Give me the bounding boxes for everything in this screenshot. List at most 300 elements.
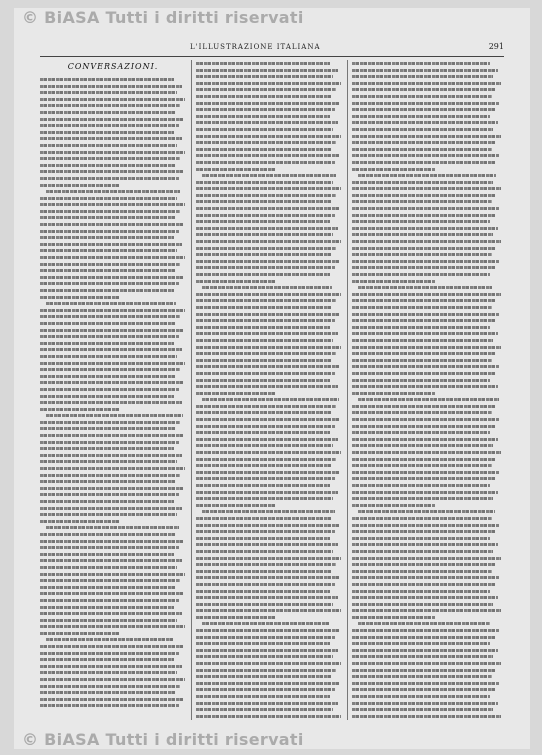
text-line (40, 320, 186, 327)
text-line (352, 363, 502, 370)
text-line (352, 614, 502, 621)
text-line (40, 142, 186, 149)
text-line (40, 498, 186, 505)
text-line (40, 564, 186, 571)
text-line (196, 179, 342, 186)
text-line (40, 458, 186, 465)
text-line (40, 439, 186, 446)
text-line (196, 113, 342, 120)
text-line (196, 297, 342, 304)
text-line (40, 379, 186, 386)
text-line (196, 634, 342, 641)
text-line (196, 469, 342, 476)
text-line (40, 307, 186, 314)
text-line (40, 333, 186, 340)
text-line (352, 581, 502, 588)
text-line (40, 228, 186, 235)
text-line (40, 208, 186, 215)
text-line (40, 109, 186, 116)
text-line (352, 601, 502, 608)
text-line (196, 416, 342, 423)
text-line (40, 162, 186, 169)
text-line (196, 238, 342, 245)
text-line (352, 561, 502, 568)
text-line (352, 700, 502, 707)
text-line (40, 663, 186, 670)
text-line (196, 561, 342, 568)
header-rule (40, 56, 504, 57)
text-line (40, 373, 186, 380)
text-line (196, 482, 342, 489)
text-line (196, 60, 342, 67)
text-line (352, 297, 502, 304)
text-line (196, 284, 342, 291)
text-line (40, 518, 186, 525)
text-line (352, 238, 502, 245)
text-line (40, 650, 186, 657)
text-line (352, 212, 502, 219)
text-line (352, 245, 502, 252)
text-line (196, 620, 342, 627)
text-line (196, 515, 342, 522)
text-line (352, 383, 502, 390)
text-line (352, 251, 502, 258)
text-line (196, 449, 342, 456)
text-line (196, 139, 342, 146)
text-line (196, 271, 342, 278)
text-line (40, 524, 186, 531)
text-line (40, 201, 186, 208)
text-line (40, 360, 186, 367)
column-text-lines (352, 60, 502, 719)
text-line (40, 188, 186, 195)
text-line (196, 700, 342, 707)
text-line (352, 442, 502, 449)
text-line (352, 693, 502, 700)
text-line (40, 452, 186, 459)
text-line (196, 264, 342, 271)
text-line (352, 60, 502, 67)
text-line (196, 541, 342, 548)
text-line (352, 205, 502, 212)
text-line (352, 291, 502, 298)
text-line (196, 607, 342, 614)
text-line (352, 172, 502, 179)
text-line (352, 416, 502, 423)
text-line (40, 636, 186, 643)
text-line (196, 489, 342, 496)
text-line (196, 126, 342, 133)
text-line (40, 346, 186, 353)
text-line (40, 577, 186, 584)
text-line (40, 122, 186, 129)
text-line (352, 100, 502, 107)
text-line (352, 67, 502, 74)
text-line (352, 713, 502, 720)
text-line (196, 304, 342, 311)
text-line (40, 247, 186, 254)
text-line (196, 456, 342, 463)
text-line (196, 581, 342, 588)
text-line (196, 291, 342, 298)
text-line (40, 234, 186, 241)
text-line (196, 100, 342, 107)
text-line (352, 482, 502, 489)
text-line (40, 669, 186, 676)
text-line (196, 686, 342, 693)
text-line (40, 702, 186, 709)
text-line (196, 337, 342, 344)
text-line (352, 377, 502, 384)
text-line (196, 185, 342, 192)
text-line (352, 423, 502, 430)
text-line (40, 149, 186, 156)
text-line (40, 195, 186, 202)
text-line (352, 166, 502, 173)
text-line (40, 261, 186, 268)
text-line (352, 218, 502, 225)
text-line (196, 245, 342, 252)
text-line (352, 159, 502, 166)
text-line (40, 340, 186, 347)
text-line (352, 73, 502, 80)
text-line (196, 660, 342, 667)
text-line (40, 406, 186, 413)
text-line (352, 634, 502, 641)
text-line (196, 377, 342, 384)
text-line (196, 73, 342, 80)
text-line (352, 555, 502, 562)
text-line (196, 93, 342, 100)
text-line (352, 640, 502, 647)
text-line (352, 192, 502, 199)
text-line (40, 472, 186, 479)
text-line (196, 67, 342, 74)
text-line (40, 604, 186, 611)
text-line (352, 449, 502, 456)
text-line (196, 357, 342, 364)
text-line (196, 495, 342, 502)
text-line (40, 287, 186, 294)
publication-title: L'ILLUSTRAZIONE ITALIANA (190, 43, 321, 51)
text-line (352, 113, 502, 120)
text-line (196, 258, 342, 265)
text-line (40, 432, 186, 439)
text-line (196, 172, 342, 179)
text-line (40, 254, 186, 261)
text-line (40, 538, 186, 545)
text-line (196, 212, 342, 219)
text-line (196, 198, 342, 205)
text-line (196, 601, 342, 608)
text-line (40, 683, 186, 690)
text-line (196, 653, 342, 660)
text-line (40, 696, 186, 703)
text-line (40, 168, 186, 175)
text-line (196, 350, 342, 357)
text-line (352, 396, 502, 403)
text-line (196, 166, 342, 173)
text-line (40, 617, 186, 624)
text-line (196, 86, 342, 93)
text-line (196, 80, 342, 87)
text-line (352, 80, 502, 87)
text-line (40, 294, 186, 301)
text-line (352, 548, 502, 555)
text-line (40, 386, 186, 393)
text-line (352, 106, 502, 113)
text-line (40, 76, 186, 83)
section-title: CONVERSAZIONI. (67, 62, 159, 71)
text-line (40, 505, 186, 512)
text-line (40, 465, 186, 472)
text-line (352, 126, 502, 133)
text-line (40, 353, 186, 360)
text-line (196, 502, 342, 509)
text-line (196, 225, 342, 232)
text-line (352, 469, 502, 476)
text-line (40, 366, 186, 373)
text-line (196, 594, 342, 601)
text-line (352, 620, 502, 627)
text-line (196, 330, 342, 337)
text-line (40, 175, 186, 182)
text-line (40, 280, 186, 287)
text-line (40, 221, 186, 228)
text-line (196, 278, 342, 285)
watermark-bottom: © BiASA Tutti i diritti riservati (22, 730, 304, 749)
text-line (196, 568, 342, 575)
column-text-lines (196, 60, 342, 719)
text-line (352, 436, 502, 443)
text-line (352, 429, 502, 436)
text-line (196, 673, 342, 680)
text-line (352, 403, 502, 410)
text-line (196, 548, 342, 555)
text-line (196, 475, 342, 482)
text-line (196, 640, 342, 647)
text-line (352, 508, 502, 515)
text-line (40, 623, 186, 630)
text-line (352, 456, 502, 463)
text-line (352, 185, 502, 192)
text-line (40, 129, 186, 136)
text-line (196, 667, 342, 674)
text-line (40, 544, 186, 551)
text-line (196, 370, 342, 377)
text-line (196, 713, 342, 720)
text-line (352, 225, 502, 232)
text-line (196, 317, 342, 324)
text-line (40, 327, 186, 334)
text-line (40, 116, 186, 123)
text-line (40, 478, 186, 485)
text-line (40, 155, 186, 162)
text-column-middle (196, 60, 342, 720)
text-line (352, 489, 502, 496)
text-line (196, 152, 342, 159)
text-line (352, 152, 502, 159)
text-line (196, 627, 342, 634)
text-line (352, 653, 502, 660)
text-line (196, 409, 342, 416)
text-line (196, 231, 342, 238)
text-line (196, 106, 342, 113)
text-line (352, 627, 502, 634)
text-line (196, 535, 342, 542)
page-number: 291 (488, 42, 504, 51)
text-line (352, 594, 502, 601)
text-line (196, 192, 342, 199)
text-line (40, 267, 186, 274)
text-line (352, 647, 502, 654)
text-line (40, 656, 186, 663)
text-line (352, 264, 502, 271)
text-line (40, 597, 186, 604)
text-line (352, 119, 502, 126)
text-line (352, 686, 502, 693)
text-line (352, 198, 502, 205)
text-line (40, 182, 186, 189)
text-line (40, 83, 186, 90)
text-line (40, 610, 186, 617)
text-line (352, 357, 502, 364)
text-line (352, 495, 502, 502)
text-line (196, 436, 342, 443)
text-line (352, 673, 502, 680)
text-line (352, 231, 502, 238)
text-line (352, 344, 502, 351)
text-line (196, 614, 342, 621)
text-line (352, 86, 502, 93)
text-line (352, 541, 502, 548)
text-line (40, 676, 186, 683)
text-line (196, 311, 342, 318)
text-line (40, 485, 186, 492)
text-line (40, 135, 186, 142)
text-line (352, 522, 502, 529)
column-text-lines (40, 76, 186, 709)
text-line (40, 393, 186, 400)
text-line (352, 475, 502, 482)
text-line (196, 383, 342, 390)
text-line (40, 89, 186, 96)
text-column-right (352, 60, 502, 720)
text-line (196, 403, 342, 410)
text-line (40, 584, 186, 591)
text-line (352, 278, 502, 285)
text-line (196, 588, 342, 595)
text-line (196, 205, 342, 212)
text-line (196, 574, 342, 581)
text-line (40, 571, 186, 578)
text-line (352, 146, 502, 153)
text-line (196, 528, 342, 535)
text-line (352, 330, 502, 337)
text-line (40, 241, 186, 248)
text-line (196, 159, 342, 166)
text-line (40, 419, 186, 426)
text-line (352, 370, 502, 377)
text-line (352, 337, 502, 344)
text-line (196, 508, 342, 515)
text-line (352, 462, 502, 469)
text-line (196, 133, 342, 140)
text-line (196, 693, 342, 700)
column-separator (347, 60, 348, 720)
text-line (40, 689, 186, 696)
text-line (352, 350, 502, 357)
text-line (40, 96, 186, 103)
text-line (352, 304, 502, 311)
text-line (352, 133, 502, 140)
text-line (352, 515, 502, 522)
text-column-left (40, 60, 186, 720)
text-line (352, 409, 502, 416)
text-line (352, 179, 502, 186)
text-line (40, 445, 186, 452)
text-line (352, 535, 502, 542)
text-line (352, 258, 502, 265)
text-line (352, 284, 502, 291)
text-line (352, 390, 502, 397)
text-line (40, 590, 186, 597)
text-line (40, 531, 186, 538)
watermark-top: © BiASA Tutti i diritti riservati (22, 8, 304, 27)
text-line (40, 630, 186, 637)
text-line (40, 313, 186, 320)
text-line (196, 324, 342, 331)
text-line (40, 399, 186, 406)
text-line (352, 317, 502, 324)
text-line (196, 555, 342, 562)
text-line (196, 390, 342, 397)
text-line (40, 511, 186, 518)
text-line (40, 551, 186, 558)
text-line (196, 146, 342, 153)
text-line (196, 680, 342, 687)
text-line (196, 442, 342, 449)
text-line (40, 300, 186, 307)
text-line (352, 574, 502, 581)
text-line (40, 491, 186, 498)
text-line (196, 344, 342, 351)
column-separator (191, 60, 192, 720)
text-line (352, 528, 502, 535)
text-line (352, 139, 502, 146)
text-line (196, 119, 342, 126)
text-line (352, 607, 502, 614)
text-line (196, 423, 342, 430)
text-line (352, 311, 502, 318)
text-line (196, 462, 342, 469)
text-line (196, 522, 342, 529)
text-line (40, 214, 186, 221)
text-line (352, 660, 502, 667)
text-line (40, 557, 186, 564)
text-line (352, 568, 502, 575)
text-line (40, 412, 186, 419)
text-line (352, 502, 502, 509)
text-line (196, 429, 342, 436)
text-line (40, 425, 186, 432)
text-line (40, 274, 186, 281)
text-line (352, 588, 502, 595)
text-line (40, 643, 186, 650)
text-line (352, 680, 502, 687)
text-line (196, 363, 342, 370)
text-line (196, 647, 342, 654)
